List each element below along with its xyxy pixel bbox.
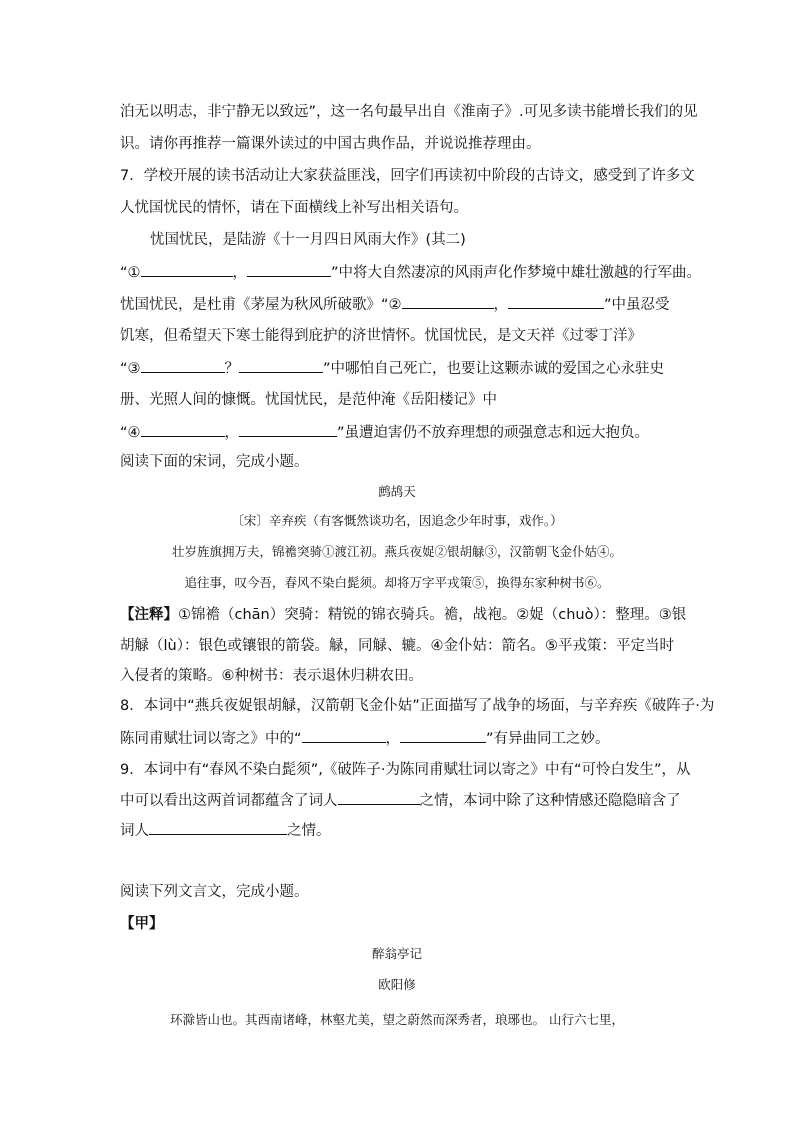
prose-author: 欧阳修 [378, 977, 416, 992]
q9-line-3-prefix: 词人 [120, 823, 149, 839]
q7-line-4-comma: ， [232, 265, 248, 281]
notes-line-1 [120, 605, 686, 625]
fill-blank-2a[interactable] [402, 294, 494, 309]
q9-line-3 [120, 820, 331, 841]
fill-blank-2b[interactable] [508, 294, 604, 309]
intro-line-2: 识。请你再推荐一篇课外读过的中国古典作品，并说说推荐理由。 [120, 136, 541, 152]
q7-line-4-prefix: “① [120, 265, 141, 281]
q7-line-4 [120, 262, 701, 283]
prose-line-1: 环滁皆山也。其西南诸峰，林壑尤美，望之蔚然而深秀者，琅琊也。 山行六七里， [170, 1012, 624, 1027]
q7-line-8: 册、光照人间的慷慨。忧国忧民，是范仲淹《岳阳楼记》中 [120, 392, 497, 408]
q9-line-3-suffix: 之情。 [287, 823, 331, 839]
notes-line-1-text: ①锦襜（chān）突骑：精锐的锦衣骑兵。襜，战袍。②娖（chuò）：整理。③银 [178, 607, 687, 623]
q9-line-2-suffix: 之情，本词中除了这种情感还隐隐暗含了 [419, 793, 681, 809]
q8-blank-a[interactable] [302, 728, 386, 743]
poem-verse-2: 追往事，叹今吾，春风不染白髭须。却将万字平戎策⑤，换得东家种树书⑥。 [184, 575, 610, 590]
q9-line-2 [120, 790, 681, 811]
q9-line-2-prefix: 中可以看出这两首词都蕴含了词人 [120, 793, 338, 809]
fill-blank-3b[interactable] [239, 358, 323, 373]
q7-line-5-suffix: ”中虽忍受 [604, 297, 670, 313]
q8-line-2 [120, 728, 610, 749]
q7-line-6: 饥寒，但希望天下寒士能得到庇护的济世情怀。忧国忧民，是文天祥《过零丁洋》 [120, 328, 642, 344]
poem-intro: 阅读下面的宋词，完成小题。 [120, 454, 309, 470]
q7-line-9-suffix: ”虽遭迫害仍不放弃理想的顽强意志和远大抱负。 [337, 425, 650, 441]
q7-line-5-prefix: 忧国忧民，是杜甫《茅屋为秋风所破歌》“② [120, 297, 402, 313]
q7-line-2: 人忧国忧民的情怀，请在下面横线上补写出相关语句。 [120, 200, 468, 216]
fill-blank-1a[interactable] [141, 262, 233, 277]
q9-line-1: 9．本词中有“春风不染白髭须”,《破阵子·为陈同甫赋壮词以寄之》中有“可怜白发生”，从 [120, 762, 691, 778]
notes-line-3: 入侵者的策略。⑥种树书：表示退休归耕农田。 [120, 668, 423, 684]
q7-line-7-suffix: ”中哪怕自己死亡，也要让这颗赤诚的爱国之心永驻史 [323, 361, 665, 377]
q7-line-5-comma: ， [493, 297, 509, 313]
fill-blank-1b[interactable] [247, 262, 331, 277]
poem-title: 鹧鸪天 [378, 484, 416, 499]
q8-line-2-suffix: ”有异曲同工之妙。 [486, 731, 610, 747]
prose-tag: 【甲】 [120, 916, 164, 932]
q7-line-9-prefix: “④ [120, 425, 141, 441]
fill-blank-4b[interactable] [239, 422, 337, 437]
q9-blank-b[interactable] [149, 820, 287, 835]
q7-line-5 [120, 294, 670, 315]
q8-line-2-comma: ， [385, 731, 401, 747]
q7-line-4-suffix: ”中将大自然凄凉的风雨声化作梦境中雄壮激越的行军曲。 [331, 265, 702, 281]
q7-line-7 [120, 358, 664, 379]
q7-line-9 [120, 422, 649, 443]
poem-author-line: 〔宋〕辛弃疾（有客慨然谈功名，因追念少年时事，戏作。） [231, 513, 563, 528]
q7-line-1: 7．学校开展的读书活动让大家获益匪浅，回字们再读初中阶段的古诗文，感受到了许多文 [120, 168, 695, 184]
prose-title: 醉翁亭记 [371, 946, 422, 961]
q9-blank-a[interactable] [338, 790, 420, 805]
notes-line-2: 胡觮（lù）：银色或镶银的箭袋。觮，同觮、辘。④金仆姑：箭名。⑤平戎策：平定当时 [120, 638, 674, 654]
q7-line-9-comma: ， [224, 425, 240, 441]
q7-line-7-prefix: “③ [120, 361, 141, 377]
fill-blank-3a[interactable] [141, 358, 225, 373]
prose-intro: 阅读下列文言文，完成小题。 [120, 884, 309, 900]
q8-line-1: 8．本词中“燕兵夜娖银胡觮，汉箭朝飞金仆姑”正面描写了战争的场面，与辛弃疾《破阵子·为 [120, 698, 715, 714]
intro-line-1: 泊无以明志，非宁静无以致远”，这一名句最早出自《淮南子》.可见多读书能增长我们的见 [120, 104, 698, 120]
q8-line-2-prefix: 陈同甫赋壮词以寄之》中的“ [120, 731, 302, 747]
q7-line-3: 忧国忧民，是陆游《十一月四日风雨大作》(其二) [150, 232, 466, 248]
q8-blank-b[interactable] [400, 728, 486, 743]
poem-verse-1: 壮岁旌旗拥万夫，锦襜突骑①渡江初。燕兵夜娖②银胡觮③，汉箭朝飞金仆姑④。 [171, 544, 622, 559]
notes-label: 【注释】 [120, 607, 178, 623]
q7-line-7-question: ？ [224, 361, 240, 377]
fill-blank-4a[interactable] [141, 422, 225, 437]
